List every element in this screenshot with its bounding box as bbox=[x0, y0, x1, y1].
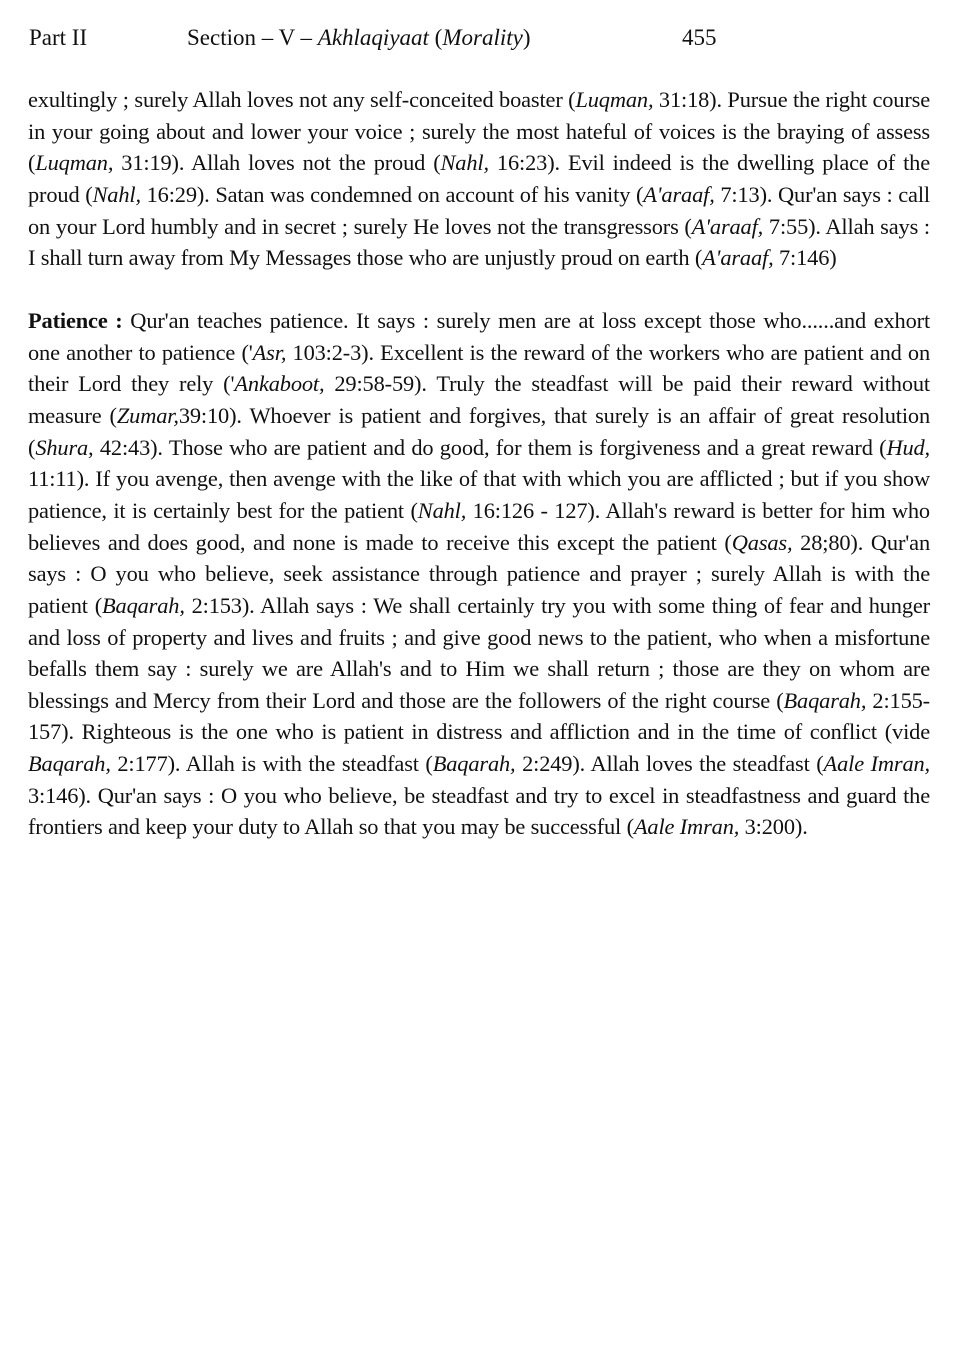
paragraph-pride bbox=[28, 84, 930, 274]
running-head-section bbox=[187, 22, 531, 54]
citation-source: Aale Imran, bbox=[823, 751, 931, 777]
citation-source: Baqarah, bbox=[102, 592, 185, 618]
citation-source: Shura, bbox=[35, 434, 94, 460]
section-paren-open: ( bbox=[428, 25, 443, 50]
text-run: 16:29). Satan was condemned on account of his vanity ( bbox=[140, 181, 644, 207]
text-run: Qur'an teaches patience. It says : surely men are at loss except those who......and exhort one another to patience (' bbox=[28, 307, 931, 365]
citation-source: Nahl, bbox=[92, 181, 141, 207]
citation-source: Baqarah, bbox=[783, 687, 867, 713]
citation-source: A'araaf, bbox=[643, 181, 715, 207]
text-run: 16:23). Evil indeed is the dwelling place of the proud ( bbox=[28, 150, 930, 207]
section-title: Akhlaqiyaat bbox=[317, 25, 429, 50]
section-subtitle: Morality bbox=[442, 25, 523, 50]
text-run: 28;80). Qur'an says : O you who believe, seek assistance through patience and prayer ; surely Allah is with the patient ( bbox=[28, 529, 930, 618]
body-text bbox=[28, 84, 930, 843]
text-run: 103:2-3). Excellent is the reward of the workers who are patient and on their Lord they rely (' bbox=[28, 339, 931, 397]
citation-source: Zumar, bbox=[116, 402, 179, 428]
citation-source: Ankaboot, bbox=[234, 371, 325, 397]
text-run: 7:13). Qur'an says : call on your Lord humbly and in secret ; surely He loves not the transgressors ( bbox=[28, 181, 930, 239]
text-run: 2:155-157). Righteous is the one who is patient in distress and affliction and in the time of conflict (vide bbox=[28, 687, 930, 745]
page-number: 455 bbox=[682, 25, 717, 50]
citation-source: A'araaf, bbox=[702, 245, 774, 271]
paragraph-title: Patience : bbox=[28, 307, 123, 333]
citation-source: Hud, bbox=[886, 434, 930, 460]
citation-source: Qasas, bbox=[731, 529, 793, 555]
text-run: 16:126 - 127). Allah's reward is better for him who believes and does good, and none is made to receive this except the patient ( bbox=[28, 497, 930, 555]
text-run: 7:55). Allah says : I shall turn away from My Messages those who are unjustly proud on earth ( bbox=[28, 213, 930, 271]
text-run: 3:200). bbox=[739, 814, 808, 840]
text-run: 11:11). If you avenge, then avenge with the like of that with which you are afflicted ; but if you show patience, it is certainly best for the patient ( bbox=[28, 466, 930, 523]
citation-source: Aale Imran, bbox=[633, 814, 740, 840]
section-paren-close: ) bbox=[522, 25, 531, 50]
citation-source: Asr, bbox=[252, 339, 287, 365]
text-run: 31:18). Pursue the right course in your going about and lower your voice ; surely the most hateful of voices is the braying of assess ( bbox=[28, 87, 930, 176]
text-run: 2:249). Allah loves the steadfast ( bbox=[515, 751, 824, 777]
citation-source: Luqman, bbox=[575, 87, 654, 112]
text-run: 2:153). Allah says : We shall certainly try you with some thing of fear and hunger and loss of property and lives and fruits ; and give good news to the patient, who when a misfortune befalls them say : surely we are Allah's and to Him we shall return ; those are they on whom are blessings and Mercy from their Lord and those are the followers of the right course ( bbox=[28, 592, 930, 713]
citation-source: Nahl, bbox=[440, 150, 489, 176]
section-prefix: Section – V – bbox=[187, 25, 318, 50]
citation-source: A'araaf, bbox=[691, 213, 764, 239]
text-run: 2:177). Allah is with the steadfast ( bbox=[110, 751, 433, 777]
citation-source: Nahl, bbox=[417, 497, 467, 523]
citation-source: Luqman, bbox=[35, 150, 114, 176]
page-header bbox=[29, 22, 929, 54]
text-run: 31:19). Allah loves not the proud ( bbox=[113, 150, 441, 176]
paragraph-patience bbox=[28, 305, 930, 843]
text-run: 39:10). Whoever is patient and forgives, that surely is an affair of great resolution ( bbox=[28, 402, 930, 460]
text-run: 42:43). Those who are patient and do good, for them is forgiveness and a great reward ( bbox=[93, 434, 887, 460]
text-run: 29:58-59). Truly the steadfast will be paid their reward without measure ( bbox=[28, 371, 930, 428]
text-run: 3:146). Qur'an says : O you who believe, be steadfast and try to excel in steadfastness and guard the frontiers and keep your duty to Allah so that you may be successful ( bbox=[28, 782, 930, 840]
citation-source: Baqarah, bbox=[28, 751, 111, 777]
text-run: 7:146) bbox=[773, 245, 837, 271]
running-head-part: Part II bbox=[29, 25, 88, 50]
citation-source: Baqarah, bbox=[432, 751, 516, 777]
text-run: exultingly ; surely Allah loves not any self-conceited boaster ( bbox=[28, 87, 576, 112]
